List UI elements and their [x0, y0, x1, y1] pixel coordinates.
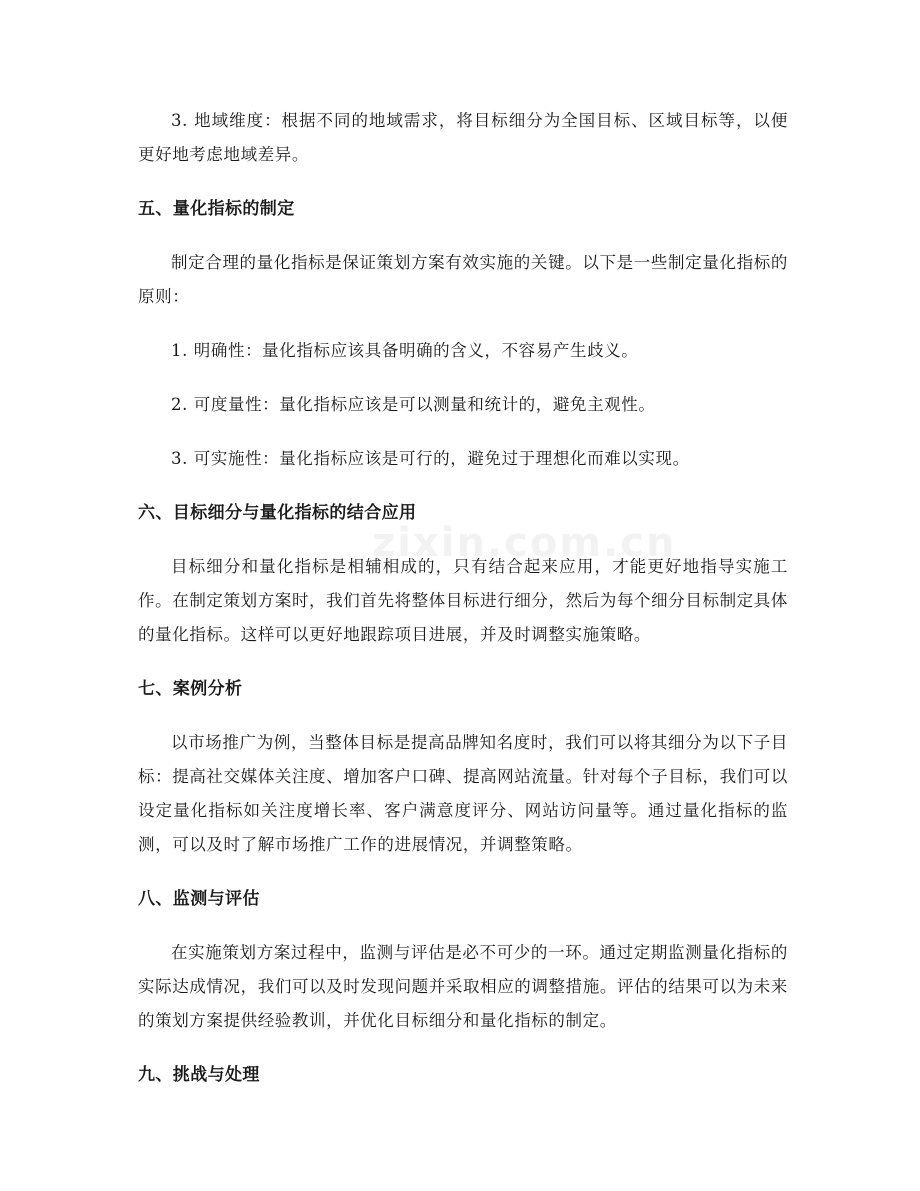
- list-item-measurability: 2. 可度量性：量化指标应该是可以测量和统计的，避免主观性。: [171, 395, 656, 414]
- watermark-text: zixin.com.cn: [372, 520, 677, 566]
- section-heading-7: 七、案例分析: [138, 679, 243, 699]
- paragraph-monitoring: 在实施策划方案过程中，监测与评估是必不可少的一环。通过定期监测量化指标的实际达成情况，我们可以及时发现问题并采取相应的调整措施。评估的结果可以为未来的策划方案提供经验教训，并优化目标细分和量化指标的制定。: [138, 943, 788, 1030]
- section-heading-8: 八、监测与评估: [138, 889, 260, 909]
- paragraph-combined-application: 目标细分和量化指标是相辅相成的，只有结合起来应用，才能更好地指导实施工作。在制定策划方案时，我们首先将整体目标进行细分，然后为每个细分目标制定具体的量化指标。这样可以更好地跟踪项目进展，并及时调整实施策略。: [138, 557, 788, 644]
- section-heading-9: 九、挑战与处理: [138, 1065, 260, 1085]
- list-item-feasibility: 3. 可实施性：量化指标应该是可行的，避免过于理想化而难以实现。: [171, 449, 690, 468]
- list-item-clarity: 1. 明确性：量化指标应该具备明确的含义，不容易产生歧义。: [171, 341, 639, 360]
- paragraph-metrics-intro: 制定合理的量化指标是保证策划方案有效实施的关键。以下是一些制定量化指标的原则：: [138, 253, 788, 306]
- section-heading-5: 五、量化指标的制定: [138, 199, 295, 219]
- list-item-region-dimension: 3. 地域维度：根据不同的地域需求，将目标细分为全国目标、区域目标等，以便更好地考虑地域差异。: [138, 111, 788, 164]
- section-heading-6: 六、目标细分与量化指标的结合应用: [138, 503, 417, 523]
- paragraph-case-study: 以市场推广为例，当整体目标是提高品牌知名度时，我们可以将其细分为以下子目标：提高社交媒体关注度、增加客户口碑、提高网站流量。针对每个子目标，我们可以设定量化指标如关注度增长率、客户满意度评分、网站访问量等。通过量化指标的监测，可以及时了解市场推广工作的进展情况，并调整策略。: [138, 733, 788, 854]
- document-body: [138, 104, 788, 1112]
